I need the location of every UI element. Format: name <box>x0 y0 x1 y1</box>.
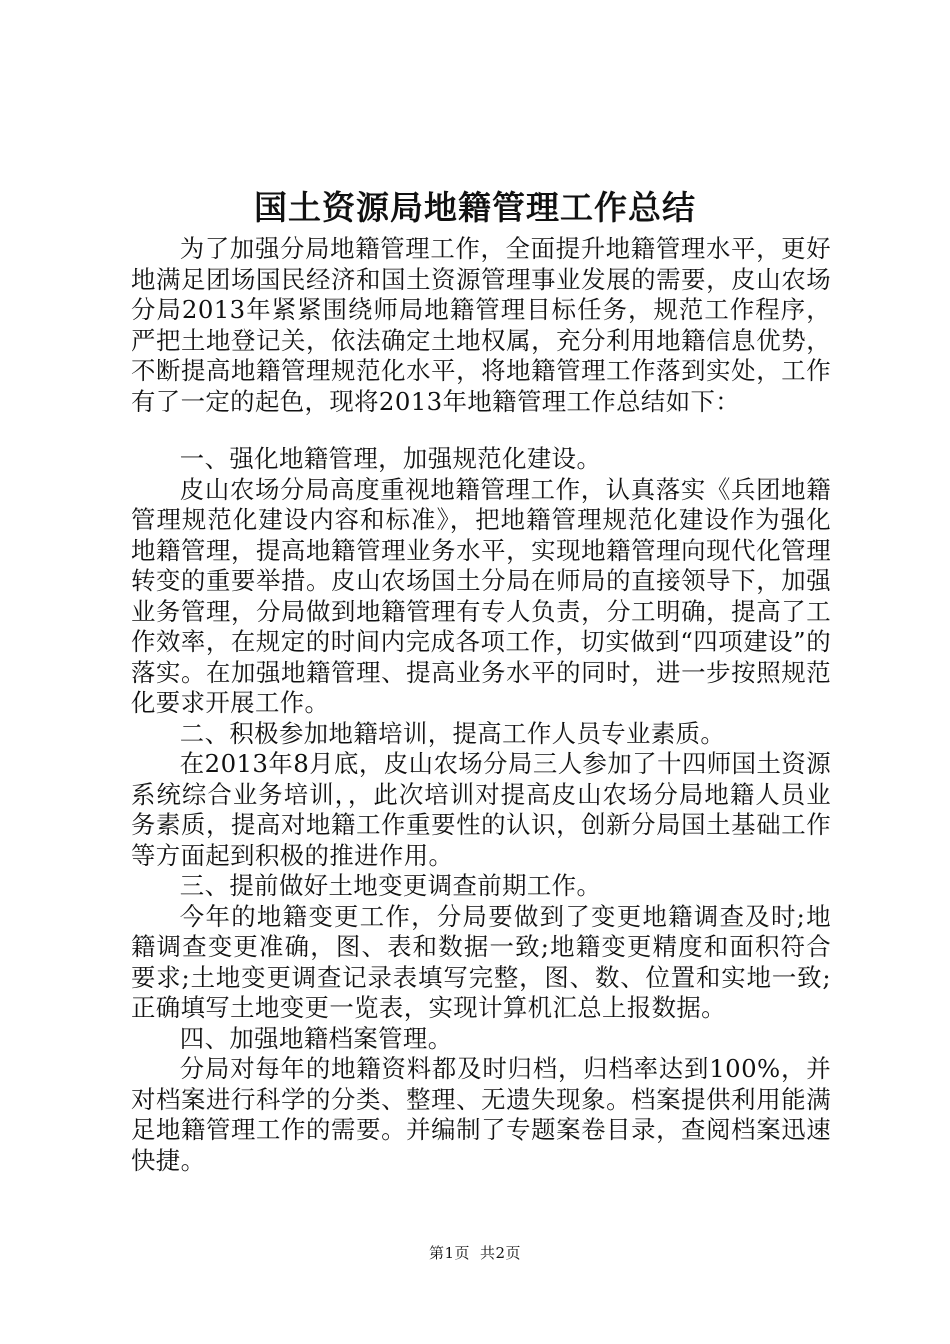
section-heading-2: 二、积极参加地籍培训，提高工作人员专业素质。 <box>179 718 726 748</box>
section-body-2: 在2013年8月底，皮山农场分局三人参加了十四师国土资源系统综合业务培训，，此次培训对提高皮山农场分局地籍人员业务素质，提高对地籍工作重要性的认识，创新分局国土基础工作等方面起到积极的推进作用。 <box>131 749 831 870</box>
section-body-3: 今年的地籍变更工作，分局要做到了变更地籍调查及时;地籍调查变更准确，图、表和数据一致;地籍变更精度和面积符合要求;土地变更调查记录表填写完整，图、数、位置和实地一致;正确填写土地变更一览表，实现计算机汇总上报数据。 <box>131 901 831 1022</box>
intro-paragraph: 为了加强分局地籍管理工作，全面提升地籍管理水平，更好地满足团场国民经济和国土资源管理事业发展的需要，皮山农场分局2013年紧紧围绕师局地籍管理目标任务，规范工作程序，严把土地登记关，依法确定土地权属，充分利用地籍信息优势，不断提高地籍管理规范化水平，将地籍管理工作落到实处，工作有了一定的起色，现将2013年地籍管理工作总结如下： <box>131 234 831 416</box>
page-number: 第1页 <box>428 1244 470 1262</box>
section-heading-1: 一、强化地籍管理，加强规范化建设。 <box>179 444 602 473</box>
page-footer <box>0 1243 950 1263</box>
page-total: 共2页 <box>480 1244 522 1262</box>
paragraph-gap <box>131 417 831 444</box>
document-body <box>131 234 831 1176</box>
document-title: 国土资源局地籍管理工作总结 <box>254 188 696 227</box>
section-body-1: 皮山农场分局高度重视地籍管理工作，认真落实《兵团地籍管理规范化建设内容和标准》，把地籍管理规范化建设作为强化地籍管理，提高地籍管理业务水平，实现地籍管理向现代化管理转变的重要举措。皮山农场国土分局在师局的直接领导下，加强业务管理，分局做到地籍管理有专人负责，分工明确，提高了工作效率，在规定的时间内完成各项工作，切实做到“四项建设”的落实。在加强地籍管理、提高业务水平的同时，进一步按照规范化要求开展工作。 <box>131 474 831 717</box>
section-heading-3: 三、提前做好土地变更调查前期工作。 <box>179 871 602 900</box>
section-body-4: 分局对每年的地籍资料都及时归档，归档率达到100%，并对档案进行科学的分类、整理、无遗失现象。档案提供利用能满足地籍管理工作的需要。并编制了专题案卷目录，查阅档案迅速快捷。 <box>131 1054 831 1175</box>
section-heading-4: 四、加强地籍档案管理。 <box>179 1023 453 1053</box>
